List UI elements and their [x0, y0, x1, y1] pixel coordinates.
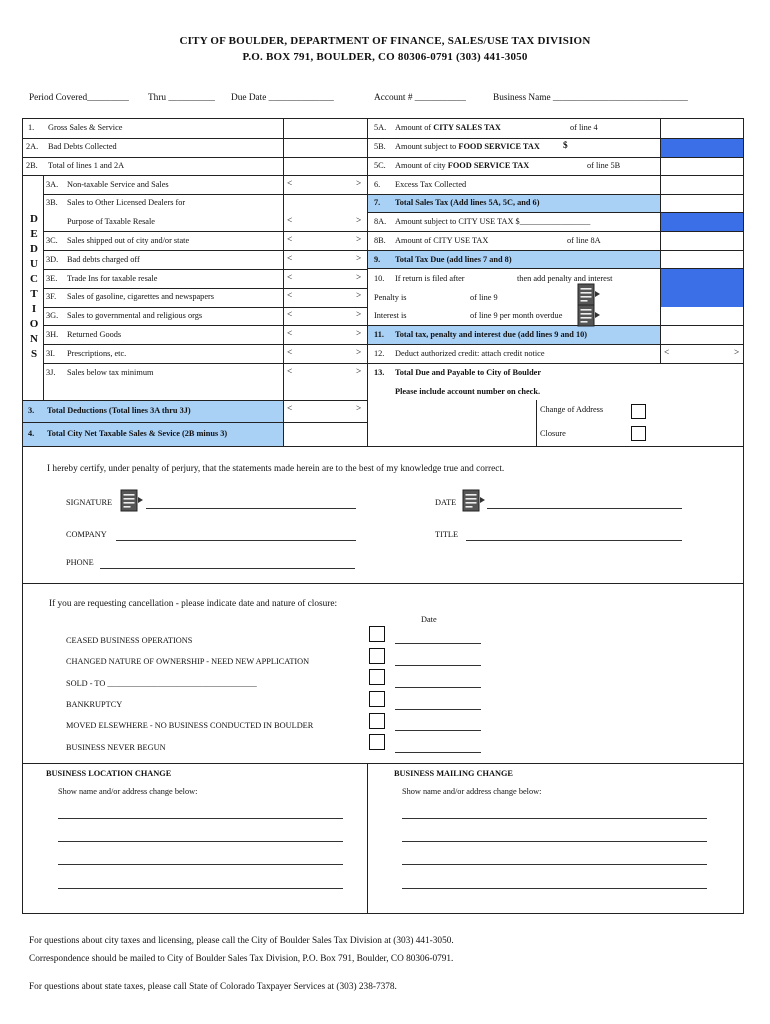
- line-5c-num: 5C.: [374, 161, 386, 170]
- close-bracket: >: [356, 310, 362, 320]
- line-8a-label: Amount subject to CITY USE TAX $_________________: [395, 217, 591, 226]
- cancel-option-date-field[interactable]: [395, 665, 481, 666]
- close-bracket: >: [356, 235, 362, 245]
- line-6-label: Excess Tax Collected: [395, 180, 467, 189]
- cancel-option-checkbox[interactable]: [369, 626, 385, 642]
- note-icon[interactable]: [576, 304, 602, 328]
- line-3f-label: Sales of gasoline, cigarettes and newspapers: [67, 292, 214, 301]
- line-3i-num: 3I.: [46, 349, 55, 358]
- location-change-line[interactable]: [58, 888, 343, 889]
- deductions-letter: E: [30, 228, 38, 240]
- cancel-option-checkbox[interactable]: [369, 713, 385, 729]
- close-bracket: >: [356, 179, 362, 189]
- penalty-interest-highlight: [660, 269, 743, 307]
- mailing-change-subtitle: Show name and/or address change below:: [402, 787, 542, 796]
- signature-field[interactable]: [146, 508, 356, 509]
- location-change-subtitle: Show name and/or address change below:: [58, 787, 198, 796]
- line-10-label: If return is filed after: [395, 274, 465, 283]
- line-3a-num: 3A.: [46, 180, 59, 189]
- mailing-change-line[interactable]: [402, 888, 707, 889]
- company-label: COMPANY: [66, 530, 107, 539]
- phone-label: PHONE: [66, 558, 94, 567]
- line-8b-num: 8B.: [374, 236, 386, 245]
- form-address: P.O. BOX 791, BOULDER, CO 80306-0791 (303) 441-3050: [242, 51, 528, 63]
- line-5a-suffix: of line 4: [570, 123, 598, 132]
- line-3d-num: 3D.: [46, 255, 59, 264]
- deductions-letter: S: [30, 348, 38, 360]
- line-11-label: Total tax, penalty and interest due (add lines 9 and 10): [395, 330, 588, 339]
- change-of-address-checkbox[interactable]: [631, 404, 646, 419]
- cancel-option-date-field[interactable]: [395, 643, 481, 644]
- line-2a-label: Bad Debts Collected: [48, 142, 117, 151]
- line-3b-label: Sales to Other Licensed Dealers for: [67, 198, 186, 207]
- cancel-option-label: BUSINESS NEVER BEGUN: [66, 743, 166, 752]
- line-3b-num: 3B.: [46, 198, 58, 207]
- line-9-label: Total Tax Due (add lines 7 and 8): [395, 255, 512, 264]
- change-of-address-label: Change of Address: [540, 405, 604, 414]
- penalty-label: Penalty is: [374, 293, 407, 302]
- line-3c-num: 3C.: [46, 236, 58, 245]
- line-10-num: 10.: [374, 274, 385, 283]
- line-4-label: Total City Net Taxable Sales & Sevice (2B minus 3): [47, 429, 228, 438]
- line-3e-num: 3E.: [46, 274, 58, 283]
- cancellation-date-header: Date: [421, 615, 437, 624]
- line-3g-num: 3G.: [46, 311, 59, 320]
- line-8b-label: Amount of CITY USE TAX: [395, 236, 489, 245]
- period-covered-field[interactable]: Period Covered_________: [29, 93, 129, 103]
- close-bracket: >: [356, 348, 362, 358]
- line-5c-suffix: of line 5B: [587, 161, 621, 170]
- cancel-option-label: SOLD - TO ____________________________________: [66, 679, 257, 688]
- open-bracket: <: [287, 291, 293, 301]
- certify-statement: I hereby certify, under penalty of perjury, that the statements made herein are to the best of my knowledge true and correct.: [47, 464, 505, 474]
- line-13-num: 13.: [374, 368, 385, 377]
- deductions-letter: O: [29, 318, 39, 330]
- line-3d-label: Bad debts charged off: [67, 255, 140, 264]
- cancel-option-label: CEASED BUSINESS OPERATIONS: [66, 636, 193, 645]
- title-field[interactable]: [466, 540, 682, 541]
- line-3h-num: 3H.: [46, 330, 59, 339]
- penalty-suffix: of line 9: [470, 293, 498, 302]
- cancel-option-checkbox[interactable]: [369, 691, 385, 707]
- line-13-note: Please include account number on check.: [395, 387, 541, 396]
- open-bracket: <: [287, 216, 293, 226]
- line-12-label: Deduct authorized credit: attach credit notice: [395, 349, 545, 358]
- cancel-option-label: BANKRUPTCY: [66, 700, 123, 709]
- close-bracket: >: [356, 291, 362, 301]
- line-4-num: 4.: [28, 429, 35, 438]
- line-5b-num: 5B.: [374, 142, 386, 151]
- deductions-letter: D: [30, 243, 38, 255]
- deductions-letter: N: [30, 333, 38, 345]
- open-bracket: <: [287, 348, 293, 358]
- close-bracket: >: [356, 216, 362, 226]
- deductions-letter: U: [30, 258, 38, 270]
- line-3e-label: Trade Ins for taxable resale: [67, 274, 158, 283]
- cancellation-intro: If you are requesting cancellation - please indicate date and nature of closure:: [49, 599, 338, 609]
- form-title: CITY OF BOULDER, DEPARTMENT OF FINANCE, SALES/USE TAX DIVISION: [179, 35, 591, 47]
- line-10-suffix: then add penalty and interest: [517, 274, 613, 283]
- open-bracket: <: [287, 329, 293, 339]
- cancel-option-date-field[interactable]: [395, 687, 481, 688]
- date-label: DATE: [435, 498, 457, 507]
- phone-field[interactable]: [100, 568, 355, 569]
- line-5a-label: Amount of CITY SALES TAX: [395, 123, 501, 132]
- closure-label: Closure: [540, 429, 566, 438]
- line-12-num: 12.: [374, 349, 385, 358]
- line-3c-label: Sales shipped out of city and/or state: [67, 236, 190, 245]
- cancel-option-checkbox[interactable]: [369, 648, 385, 664]
- footer-city-contact: For questions about city taxes and licensing, please call the City of Boulder Sales Tax Division at (303) 441-3050.: [29, 936, 454, 946]
- line-12-close-bracket: >: [734, 348, 740, 358]
- business-name-field[interactable]: Business Name _____________________________: [493, 93, 688, 103]
- open-bracket: <: [287, 273, 293, 283]
- company-field[interactable]: [116, 540, 356, 541]
- cancel-option-date-field[interactable]: [395, 752, 481, 753]
- cancel-option-checkbox[interactable]: [369, 734, 385, 750]
- open-bracket: <: [287, 310, 293, 320]
- line-3b-label-cont: Purpose of Taxable Resale: [67, 217, 155, 226]
- city-use-tax-highlight: [660, 212, 743, 232]
- close-bracket: >: [356, 329, 362, 339]
- line-1-num: 1.: [28, 123, 35, 132]
- interest-label: Interest is: [374, 311, 407, 320]
- line-2b-num: 2B.: [26, 161, 38, 170]
- closure-checkbox[interactable]: [631, 426, 646, 441]
- date-field[interactable]: [487, 508, 682, 509]
- footer-correspondence: Correspondence should be mailed to City of Boulder Sales Tax Division, P.O. Box 791, Boulder, CO 80306-0791.: [29, 954, 454, 964]
- cancel-option-date-field[interactable]: [395, 730, 481, 731]
- line-5b-label: Amount subject to FOOD SERVICE TAX: [395, 142, 540, 151]
- open-bracket: <: [287, 254, 293, 264]
- line-9-num: 9.: [374, 255, 381, 264]
- close-bracket: >: [356, 404, 362, 414]
- line-2a-num: 2A.: [26, 142, 39, 151]
- open-bracket: <: [287, 367, 293, 377]
- line-5c-label: Amount of city FOOD SERVICE TAX: [395, 161, 530, 170]
- line-3f-num: 3F.: [46, 292, 57, 301]
- line-6-num: 6.: [374, 180, 381, 189]
- line-11-num: 11.: [374, 330, 384, 339]
- note-icon[interactable]: [119, 489, 145, 513]
- due-date-field[interactable]: Due Date ______________: [231, 93, 334, 103]
- cancel-option-label: CHANGED NATURE OF OWNERSHIP - NEED NEW APPLICATION: [66, 657, 310, 666]
- line-13-label: Total Due and Payable to City of Boulder: [395, 368, 542, 377]
- line-3j-label: Sales below tax minimum: [67, 368, 154, 377]
- deductions-letter: C: [30, 273, 38, 285]
- close-bracket: >: [356, 367, 362, 377]
- open-bracket: <: [287, 179, 293, 189]
- signature-label: SIGNATURE: [66, 498, 113, 507]
- line-12-open-bracket: <: [664, 348, 670, 358]
- cancel-option-date-field[interactable]: [395, 709, 481, 710]
- line-5a-num: 5A.: [374, 123, 387, 132]
- location-change-line[interactable]: [58, 864, 343, 865]
- line-2b-label: Total of lines 1 and 2A: [48, 161, 125, 170]
- title-label: TITLE: [435, 530, 459, 539]
- deductions-letter: I: [31, 303, 37, 315]
- location-change-line[interactable]: [58, 841, 343, 842]
- open-bracket: <: [287, 235, 293, 245]
- note-icon[interactable]: [461, 489, 487, 513]
- deductions-letter: D: [30, 213, 38, 225]
- line-5b-dollar: $: [563, 141, 568, 151]
- line-8a-num: 8A.: [374, 217, 387, 226]
- mailing-change-line[interactable]: [402, 864, 707, 865]
- close-bracket: >: [356, 254, 362, 264]
- line-3i-label: Prescriptions, etc.: [67, 349, 127, 358]
- interest-suffix: of line 9 per month overdue: [470, 311, 563, 320]
- open-bracket: <: [287, 404, 293, 414]
- mailing-change-line[interactable]: [402, 818, 707, 819]
- location-change-title: BUSINESS LOCATION CHANGE: [46, 769, 172, 778]
- cancel-option-checkbox[interactable]: [369, 669, 385, 685]
- line-7-num: 7.: [374, 198, 381, 207]
- line-7-label: Total Sales Tax (Add lines 5A, 5C, and 6): [395, 198, 540, 207]
- footer-state-contact: For questions about state taxes, please call State of Colorado Taxpayer Services at (303) 238-7378.: [29, 982, 397, 992]
- line-8b-suffix: of line 8A: [567, 236, 601, 245]
- line-3g-label: Sales to governmental and religious orgs: [67, 311, 203, 320]
- mailing-change-title: BUSINESS MAILING CHANGE: [394, 769, 513, 778]
- line-3j-num: 3J.: [46, 368, 56, 377]
- deductions-letter: T: [30, 288, 38, 300]
- account-number-field[interactable]: Account # ___________: [374, 93, 466, 103]
- line-3-num: 3.: [28, 406, 35, 415]
- food-service-highlight: [660, 138, 743, 158]
- thru-field[interactable]: Thru __________: [148, 93, 215, 103]
- line-3-label: Total Deductions (Total lines 3A thru 3J): [47, 406, 191, 415]
- mailing-change-line[interactable]: [402, 841, 707, 842]
- line-3h-label: Returned Goods: [67, 330, 122, 339]
- location-change-line[interactable]: [58, 818, 343, 819]
- close-bracket: >: [356, 273, 362, 283]
- line-3a-label: Non-taxable Service and Sales: [67, 180, 169, 189]
- cancel-option-label: MOVED ELSEWHERE - NO BUSINESS CONDUCTED IN BOULDER: [66, 721, 314, 730]
- line-1-label: Gross Sales & Service: [48, 123, 123, 132]
